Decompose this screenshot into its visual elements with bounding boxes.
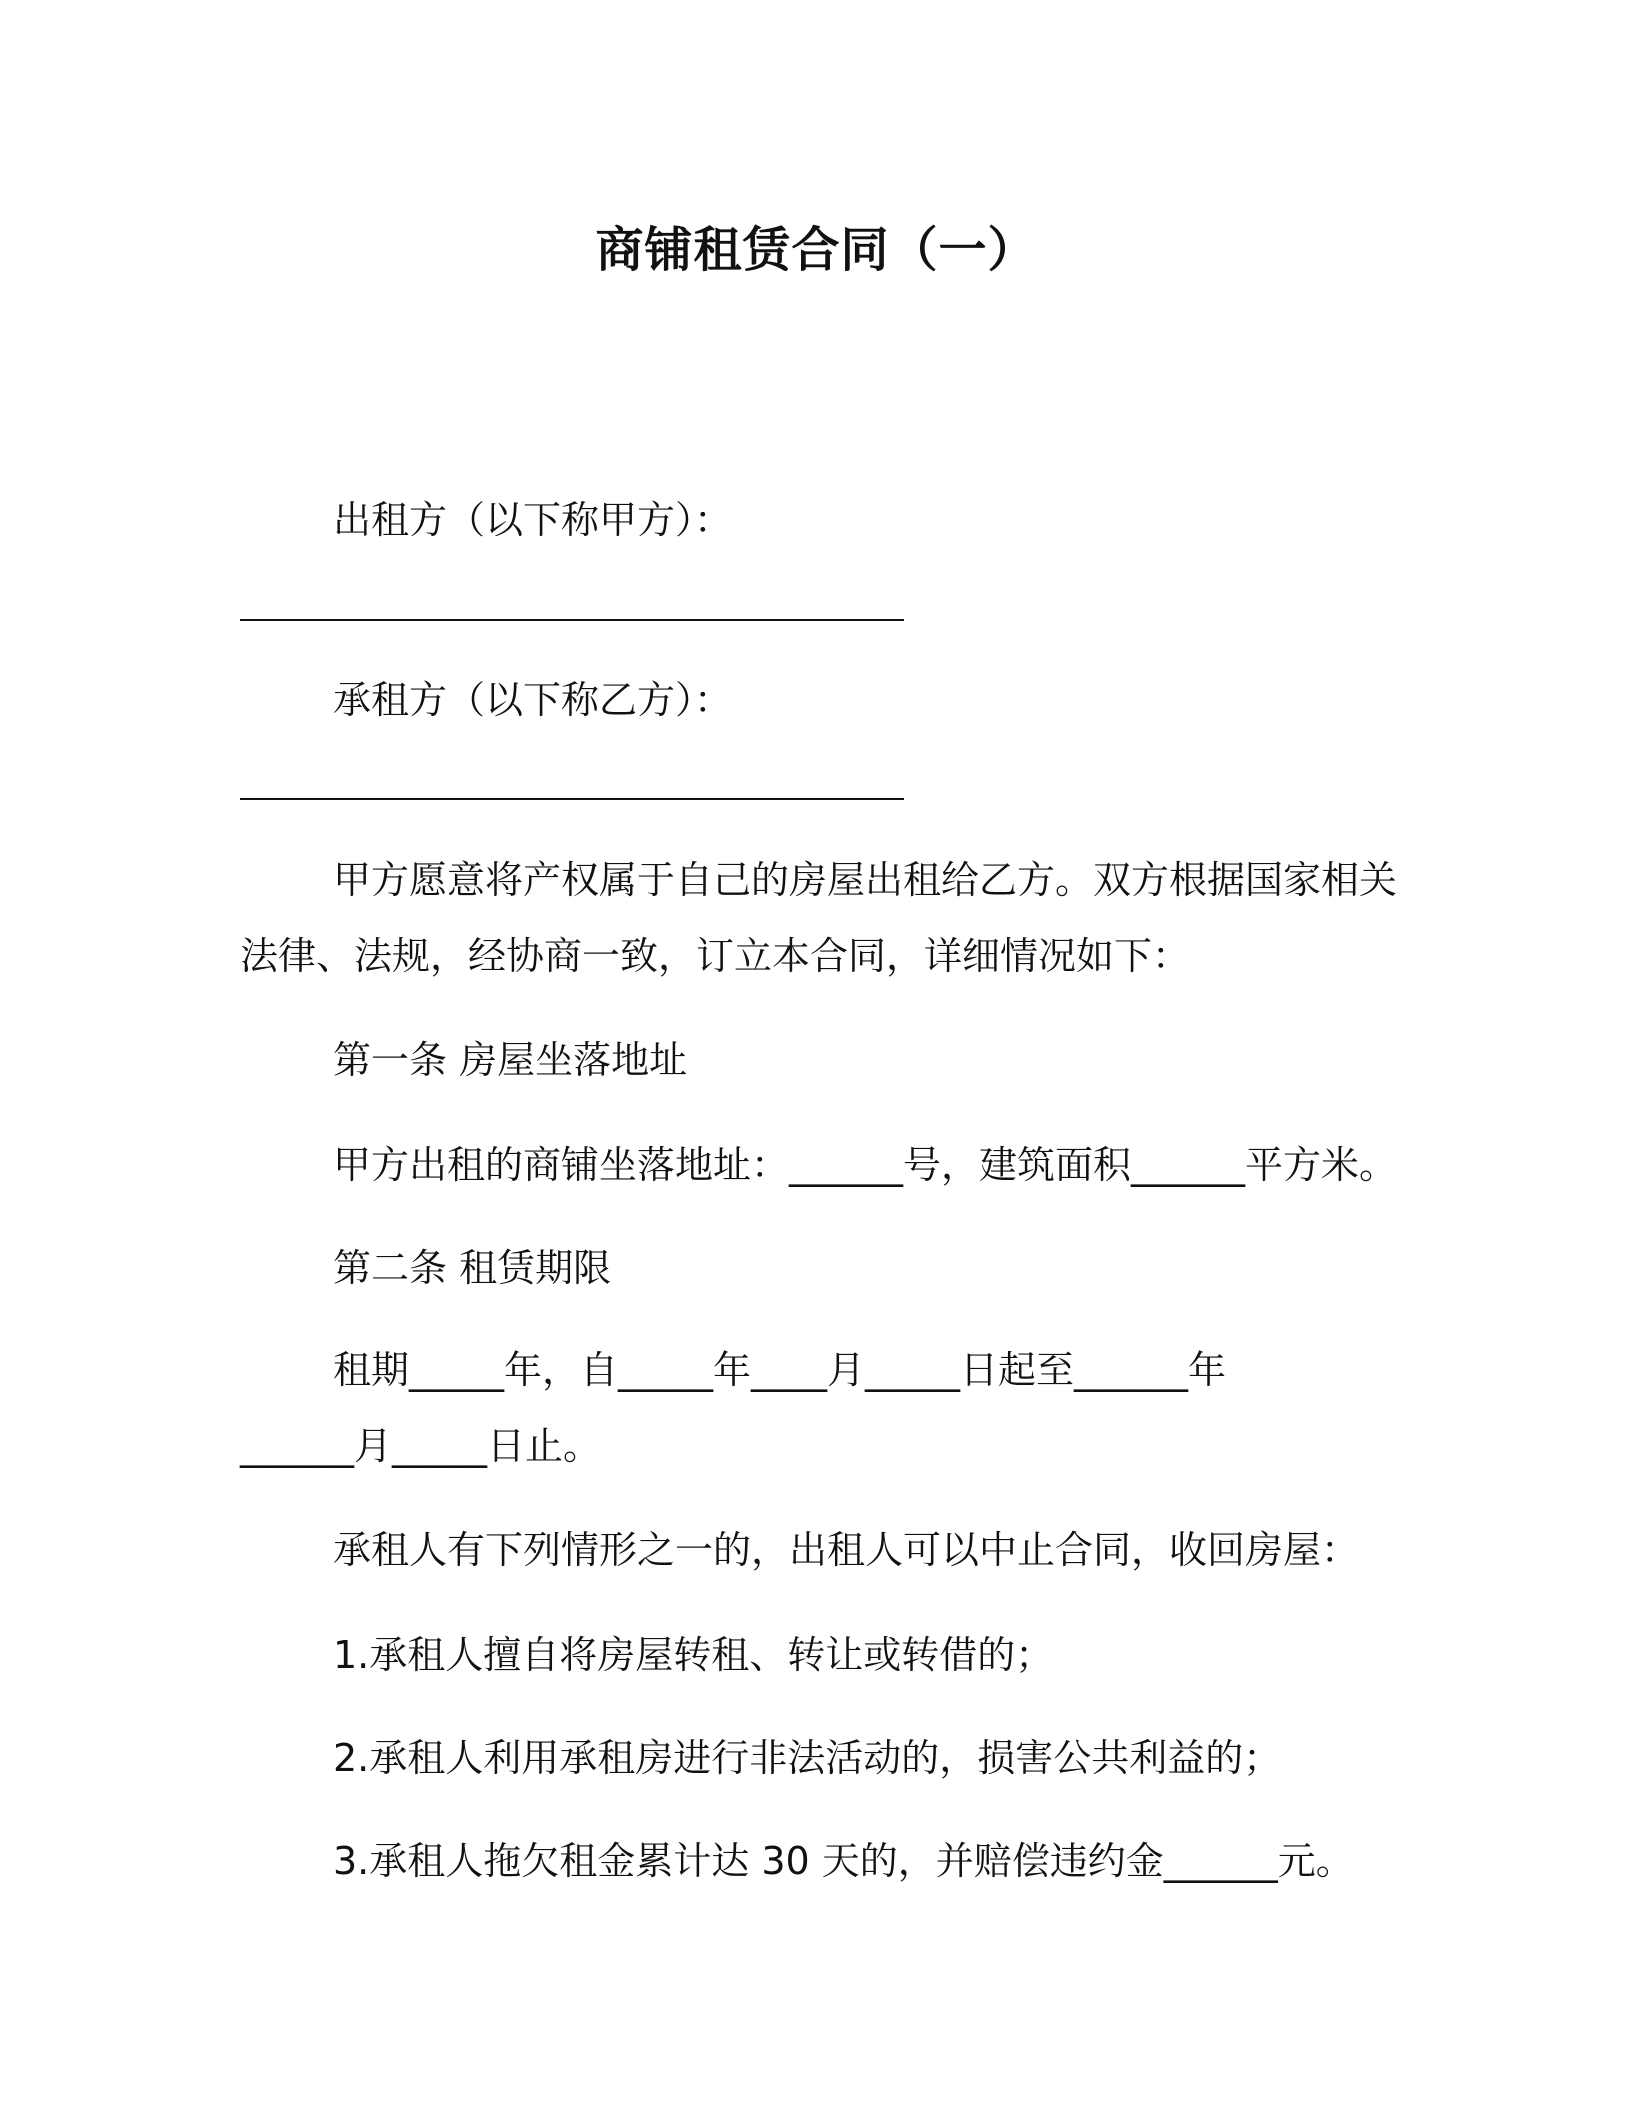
termination-item-3: 3.承租人拖欠租金累计达 30 天的，并赔偿违约金______元。 — [333, 1839, 1354, 1883]
article-2-body-line-1: 租期_____年，自_____年____月_____日起至______年 — [333, 1348, 1227, 1392]
article-2-body-line-2: ______月_____日止。 — [240, 1424, 602, 1468]
termination-intro: 承租人有下列情形之一的，出租人可以中止合同，收回房屋： — [333, 1528, 1360, 1572]
intro-paragraph-line-2: 法律、法规，经协商一致，订立本合同，详细情况如下： — [240, 934, 1191, 978]
party-b-blank-line — [240, 798, 904, 800]
article-2-heading: 第二条 租赁期限 — [333, 1246, 612, 1290]
termination-item-2: 2.承租人利用承租房进行非法活动的，损害公共利益的； — [333, 1736, 1282, 1780]
article-1-body: 甲方出租的商铺坐落地址：______号，建筑面积______平方米。 — [333, 1143, 1398, 1187]
party-b-label: 承租方（以下称乙方）： — [333, 678, 733, 722]
termination-item-1: 1.承租人擅自将房屋转租、转让或转借的； — [333, 1633, 1054, 1677]
party-a-label: 出租方（以下称甲方）： — [333, 498, 733, 542]
intro-paragraph-line-1: 甲方愿意将产权属于自己的房屋出租给乙方。双方根据国家相关 — [333, 858, 1398, 902]
document-title: 商铺租赁合同（一） — [595, 222, 1037, 278]
article-1-heading: 第一条 房屋坐落地址 — [333, 1038, 688, 1082]
party-a-blank-line — [240, 619, 904, 621]
